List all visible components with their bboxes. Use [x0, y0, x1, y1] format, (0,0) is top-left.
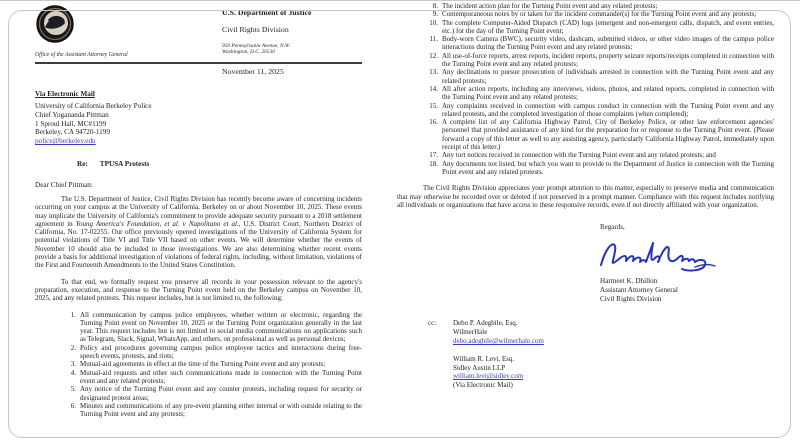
list-item-number: 3.: [70, 360, 76, 369]
cc-name: Debo P. Adegbile, Esq.: [453, 319, 518, 328]
list-item-text: Mutual-aid agreements in effect at the time of the Turning Point event and any protests;: [80, 360, 326, 369]
letter-page-1: [35, 5, 362, 445]
list-item-number: 9.: [432, 10, 438, 19]
list-item-number: 12.: [429, 51, 438, 60]
letterhead: [222, 9, 372, 56]
list-item-text: All after action reports, including any interviews, videos, photos, and related reports, completed in connection with the Turning Point event and any related protests;: [442, 84, 774, 102]
list-item-number: 1.: [70, 310, 76, 319]
list-item: [424, 160, 774, 177]
list-item-text: Policy and procedures governing campus police employee tactics and interactions during free-speech events, protests, and riots;: [80, 343, 362, 361]
cc-label: cc:: [428, 319, 437, 328]
list-item-number: 8.: [432, 2, 438, 10]
signer-block: [600, 277, 774, 304]
list-item-text: Mutual-aid requests and other such communications made in connection with the Turning Point event and any related protests;: [80, 368, 362, 385]
list-item-number: 13.: [429, 68, 438, 77]
recipient-email-link[interactable]: police@berkeley.edu: [35, 137, 96, 146]
salutation: Dear Chief Pittman:: [35, 181, 93, 189]
list-item-number: 17.: [429, 151, 438, 160]
list-item: [62, 402, 362, 419]
recipient-line: Chief Yogananda Pittman: [35, 110, 109, 119]
list-item-text: A complete list of any California Highway Patrol, City of Berkeley Police, or other law enforcement agencies' personnel that provided assistance of any kind for the preparation for or response to the Turning Point event. (Please forward a copy of this letter as well to any assisting agency, particularly California Highway Patrol, immediately upon receipt of this letter.): [442, 118, 774, 152]
list-item: [424, 68, 774, 85]
recipient-line: University of California Berkeley Police: [35, 102, 152, 110]
list-item-number: 16.: [429, 118, 438, 127]
paragraph-1: [35, 195, 362, 270]
cc-email-link[interactable]: william.levi@sidley.com: [453, 372, 524, 381]
list-item: [424, 19, 774, 36]
signature: [595, 233, 774, 273]
cc-entry: [453, 355, 544, 390]
list-item-number: 5.: [70, 385, 76, 394]
letterhead-rule: [35, 62, 362, 64]
doj-seal-icon: [36, 5, 74, 45]
list-item: [424, 151, 774, 159]
list-item-text: All use-of-force reports, arrest reports, incident reports, property seizure reports/receipts completed in connection with the Turning Point event and any related protests;: [442, 51, 774, 69]
letterhead-division: Civil Rights Division: [222, 25, 289, 35]
cc-name: William R. Levi, Esq.: [453, 354, 515, 363]
recipient-block: [35, 102, 152, 146]
list-item: [62, 344, 362, 361]
list-item: [424, 102, 774, 119]
list-item: [424, 35, 774, 52]
cc-block: [428, 319, 774, 399]
top-hairline: [0, 0, 800, 1]
list-item: [62, 311, 362, 344]
signer-division: Civil Rights Division: [600, 295, 662, 304]
list-item-number: 18.: [429, 159, 438, 168]
list-item: [424, 85, 774, 102]
case-citation: Young America's Foundation, et al. v Napolitano et al.: [75, 219, 239, 228]
cc-org: Sidley Austin LLP: [453, 363, 506, 372]
letter-date: November 11, 2025: [222, 67, 284, 76]
cc-org: WilmerHale: [453, 328, 488, 337]
re-line: [77, 160, 149, 168]
list-item: [62, 385, 362, 402]
list-item: [424, 2, 774, 10]
cc-entry: [453, 319, 544, 345]
via-electronic-mail-label: Via Electronic Mail: [35, 90, 95, 98]
list-item-number: 6.: [70, 401, 76, 410]
list-item-text: Any tort notices received in connection with the Turning Point event and any related protests; and: [442, 151, 716, 160]
paragraph-2: To that end, we formally request you preserve all records in your possession relevant to the agency's preparation, execution, and response to the Turning Point event held on the Berkeley campus on November 10, 2025, and any related protests. This request includes, but is not limited to, the following:: [35, 277, 362, 303]
letter-page-2: [397, 2, 774, 399]
list-item: [62, 369, 362, 386]
list-item-text: Contemporaneous notes by or taken for the incident commander(s) for the Turning Point event and any protests;: [442, 10, 757, 19]
list-item-number: 4.: [70, 368, 76, 377]
list-item-number: 2.: [70, 343, 76, 352]
letterhead-address: [222, 43, 372, 57]
list-item-text: Any declinations to pursue prosecution of individuals arrested in connection with the Turning Point event and any related protests;: [442, 68, 774, 85]
letterhead-address-line2: Washington, D.C. 20530: [222, 49, 275, 56]
list-item-text: All communication by campus police employees, whether written or electronic, regarding the Turning Point event on November 10, 2025 or the Turning Point organization generally in the last year. This request includes but is not limited to social media communications on applications such as Telegram, Slack, Signal, WhatsApp, and others, on professional as well as personal devices;: [80, 310, 362, 344]
list-item-number: 11.: [429, 35, 438, 44]
list-item-number: 14.: [429, 84, 438, 93]
signer-title: Assistant Attorney General: [600, 286, 678, 295]
list-item-text: Minutes and communications of any pre-event planning either internal or with outside relating to the Turning Point event and any protests;: [80, 401, 362, 419]
office-line: Office of the Assistant Attorney General: [35, 52, 128, 58]
paragraph-text: , U.S. District Court, Northern District of California, No. 17-02255. Our office previously opened investigations of the University of California System for potential violations of Title VI and Title VII based on other events. We will determine whether the events of November 10 should also be included in those investigations. We are also determining whether recent events provide a basis for additional investigation of violations of federal rights, including, without limitation, violations of the First and Fourteenth Amendments to the United States Constitution.: [35, 219, 362, 270]
letterhead-address-line1: 950 Pennsylvania Avenue, N.W.: [222, 42, 291, 49]
re-subject: TPUSA Protests: [99, 160, 150, 168]
cc-note: (Via Electronic Mail): [453, 381, 513, 390]
recipient-line: 1 Sproul Hall, MC#1199: [35, 119, 107, 128]
signer-name: Harmeet K. Dhillon: [600, 277, 658, 286]
list-item-text: Any complaints received in connection with campus conduct in connection with the Turning Point event and any related protests, and the completed investigation of those complaints (when completed);: [442, 101, 774, 118]
cc-email-link[interactable]: debo.adegbile@wilmerhale.com: [453, 337, 544, 346]
request-list-1: [35, 311, 362, 419]
list-item: [424, 10, 774, 18]
cc-entries: [453, 319, 544, 399]
list-item-text: Body-worn Camera (BWC), security video, dashcam, submitted videos, or other video images of the campus police interactions during the Turning Point event and any related protests;: [442, 35, 774, 52]
list-item: [424, 118, 774, 151]
list-item-number: 10.: [429, 18, 438, 27]
regards-line: Regards,: [600, 223, 625, 232]
request-list-2: [397, 2, 774, 176]
list-item-number: 15.: [429, 101, 438, 110]
recipient-line: Berkeley, CA 94720-1199: [35, 128, 110, 137]
closing-paragraph: The Civil Rights Division appreciates your prompt attention to this matter, especially to preserve media and communication that may otherwise be recorded over or deleted if not preserved in a prompt manner. Compliance with this request includes notifying all individuals or organizations that have access to these responsive records, even if not directly affiliated with your organization.: [397, 184, 774, 209]
list-item-text: Any documents not listed, but which you want to provide to the Department of Justice in connection with the Turning Point event and any related protests.: [442, 159, 774, 176]
re-label: Re:: [77, 160, 88, 168]
paragraph-text: The U.S. Department of Justice, Civil Rights Division has recently become aware of concerning incidents occurring on your campus at the University of California, Berkeley on or about November 10, 2025. These events may implicate the University of California's commitment to provide adequate security pursuant to a 2018 settlement agreement in: [35, 195, 362, 228]
list-item: [424, 52, 774, 69]
letterhead-department: U.S. Department of Justice: [222, 8, 312, 17]
list-item-text: The incident action plan for the Turning Point event and any related protests;: [442, 2, 658, 10]
list-item-text: Any notice of the Turning Point event and any counter protests, including request for security or designated protest areas;: [80, 385, 362, 402]
list-item-text: The complete Computer-Aided Dispatch (CAD) logs (emergent and non-emergent calls, dispatch, and event entries, etc.) for the day of the Turning Point event;: [442, 18, 774, 35]
letter-body: [35, 195, 362, 418]
list-item: [62, 360, 362, 368]
